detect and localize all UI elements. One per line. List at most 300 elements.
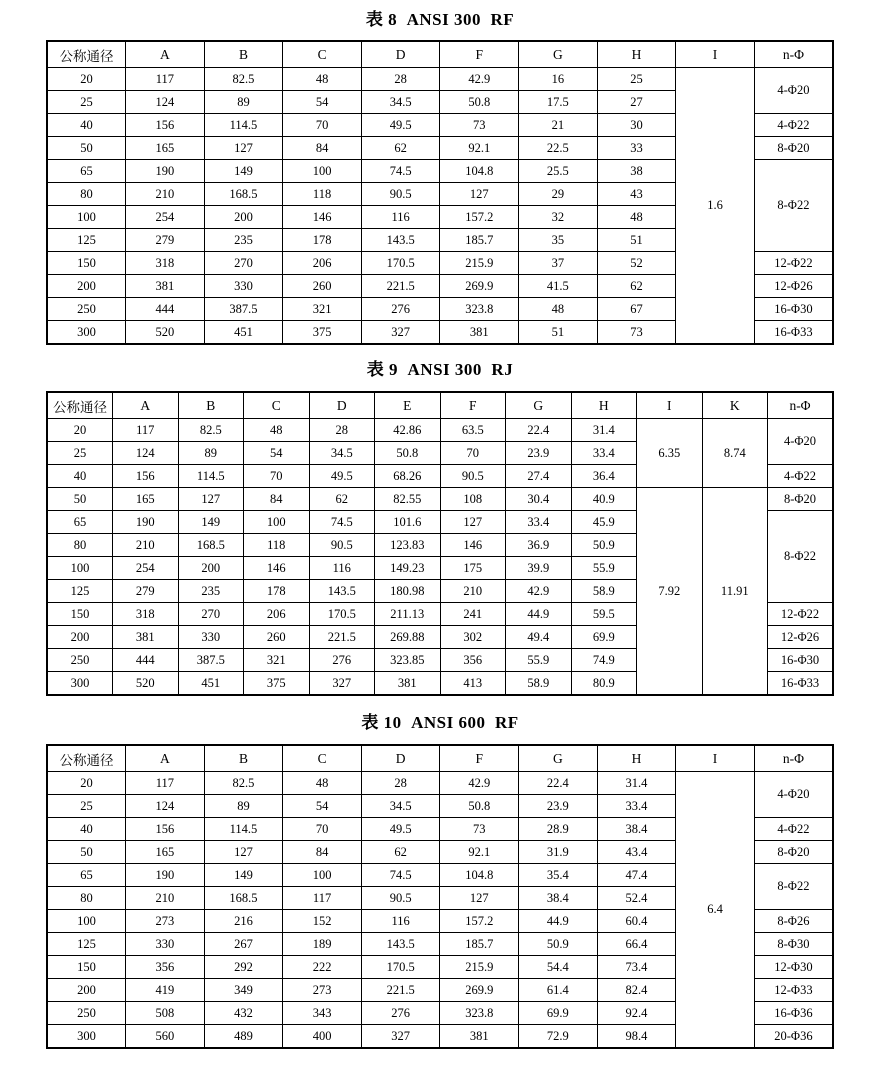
table-cell: 8-Φ20 xyxy=(768,488,834,511)
table-cell: 73.4 xyxy=(597,956,676,979)
table-cell: 330 xyxy=(126,933,205,956)
table-cell: 70 xyxy=(283,818,362,841)
table-cell: 63.5 xyxy=(440,419,506,442)
table-cell: 100 xyxy=(283,864,362,887)
table-cell: 323.85 xyxy=(375,649,441,672)
table-cell: 276 xyxy=(309,649,375,672)
table-cell: 104.8 xyxy=(440,864,519,887)
column-header: 公称通径 xyxy=(47,41,126,68)
table-cell: 43.4 xyxy=(597,841,676,864)
table-cell: 25 xyxy=(47,442,113,465)
table-cell: 82.5 xyxy=(204,772,283,795)
table-cell: 323.8 xyxy=(440,298,519,321)
column-header: D xyxy=(361,41,440,68)
table-cell: 49.5 xyxy=(309,465,375,488)
table-cell: 34.5 xyxy=(361,91,440,114)
table-cell: 190 xyxy=(126,864,205,887)
column-header: G xyxy=(519,41,598,68)
table-cell: 116 xyxy=(361,206,440,229)
header-row xyxy=(47,392,833,419)
table-cell: 70 xyxy=(283,114,362,137)
table-cell: 22.4 xyxy=(506,419,572,442)
table-cell: 84 xyxy=(283,841,362,864)
table-cell: 451 xyxy=(178,672,244,696)
table-row xyxy=(47,772,833,795)
table-cell: 52.4 xyxy=(597,887,676,910)
column-header: G xyxy=(519,745,598,772)
table-cell: 302 xyxy=(440,626,506,649)
table-cell: 49.4 xyxy=(506,626,572,649)
table-cell: 45.9 xyxy=(571,511,637,534)
table-cell: 118 xyxy=(244,534,310,557)
table-cell: 82.5 xyxy=(204,68,283,91)
table-cell: 124 xyxy=(113,442,179,465)
table-cell: 146 xyxy=(283,206,362,229)
table-cell: 381 xyxy=(126,275,205,298)
table-cell: 31.9 xyxy=(519,841,598,864)
table-cell: 33.4 xyxy=(597,795,676,818)
table-cell: 54.4 xyxy=(519,956,598,979)
table-cell: 200 xyxy=(47,626,113,649)
table-cell: 33 xyxy=(597,137,676,160)
table-cell: 178 xyxy=(244,580,310,603)
table-cell: 38 xyxy=(597,160,676,183)
table-cell: 270 xyxy=(204,252,283,275)
table-cell: 419 xyxy=(126,979,205,1002)
table-cell: 321 xyxy=(244,649,310,672)
table-cell: 40 xyxy=(47,818,126,841)
table-cell: 114.5 xyxy=(204,114,283,137)
table-cell: 55.9 xyxy=(571,557,637,580)
table-cell: 37 xyxy=(519,252,598,275)
table-cell: 125 xyxy=(47,580,113,603)
header-row xyxy=(47,745,833,772)
column-header: A xyxy=(113,392,179,419)
table9-title: 表 9 ANSI 300 RJ xyxy=(366,360,514,379)
column-header: H xyxy=(571,392,637,419)
table-cell: 20-Φ36 xyxy=(754,1025,833,1049)
table-cell: 8-Φ22 xyxy=(768,511,834,603)
table-cell: 22.4 xyxy=(519,772,598,795)
table-cell: 432 xyxy=(204,1002,283,1025)
table-cell: 300 xyxy=(47,321,126,345)
column-header: K xyxy=(702,392,768,419)
table-cell: 11.91 xyxy=(702,488,768,696)
table-cell: 216 xyxy=(204,910,283,933)
table-cell: 70 xyxy=(244,465,310,488)
table-cell: 50 xyxy=(47,841,126,864)
table-cell: 343 xyxy=(283,1002,362,1025)
table-cell: 215.9 xyxy=(440,252,519,275)
table-cell: 114.5 xyxy=(204,818,283,841)
table-cell: 222 xyxy=(283,956,362,979)
table-cell: 20 xyxy=(47,419,113,442)
table-cell: 156 xyxy=(126,114,205,137)
table-cell: 12-Φ30 xyxy=(754,956,833,979)
table-cell: 25 xyxy=(47,91,126,114)
table-cell: 52 xyxy=(597,252,676,275)
table-cell: 4-Φ20 xyxy=(754,68,833,114)
table-cell: 149 xyxy=(204,864,283,887)
table-cell: 17.5 xyxy=(519,91,598,114)
column-header: A xyxy=(126,41,205,68)
table-cell: 90.5 xyxy=(309,534,375,557)
column-header: 公称通径 xyxy=(47,392,113,419)
column-header: 公称通径 xyxy=(47,745,126,772)
column-header: C xyxy=(283,41,362,68)
table-cell: 42.9 xyxy=(506,580,572,603)
table-cell: 330 xyxy=(204,275,283,298)
table-cell: 100 xyxy=(47,557,113,580)
table8-title: 表 8 ANSI 300 RF xyxy=(365,10,515,29)
table-cell: 221.5 xyxy=(309,626,375,649)
table-cell: 206 xyxy=(283,252,362,275)
table-cell: 267 xyxy=(204,933,283,956)
column-header: C xyxy=(244,392,310,419)
table-cell: 100 xyxy=(283,160,362,183)
table-cell: 152 xyxy=(283,910,362,933)
table-cell: 67 xyxy=(597,298,676,321)
table-cell: 279 xyxy=(126,229,205,252)
table-cell: 12-Φ22 xyxy=(754,252,833,275)
table-cell: 23.9 xyxy=(519,795,598,818)
table-cell: 50.9 xyxy=(571,534,637,557)
table-row xyxy=(47,68,833,91)
table-cell: 8-Φ26 xyxy=(754,910,833,933)
table-cell: 16-Φ33 xyxy=(754,321,833,345)
table-cell: 200 xyxy=(47,979,126,1002)
table-cell: 27.4 xyxy=(506,465,572,488)
table-cell: 165 xyxy=(126,841,205,864)
table-cell: 51 xyxy=(597,229,676,252)
table-cell: 276 xyxy=(361,298,440,321)
table-cell: 73 xyxy=(440,114,519,137)
column-header: I xyxy=(676,745,755,772)
table-cell: 381 xyxy=(440,321,519,345)
table-cell: 387.5 xyxy=(204,298,283,321)
column-header: H xyxy=(597,41,676,68)
table-cell: 146 xyxy=(440,534,506,557)
table-cell: 146 xyxy=(244,557,310,580)
table-cell: 36.9 xyxy=(506,534,572,557)
column-header: n-Φ xyxy=(768,392,834,419)
table-cell: 42.86 xyxy=(375,419,441,442)
table-cell: 42.9 xyxy=(440,772,519,795)
table-cell: 74.9 xyxy=(571,649,637,672)
table-cell: 269.9 xyxy=(440,275,519,298)
table-cell: 100 xyxy=(47,910,126,933)
table-cell: 8-Φ20 xyxy=(754,841,833,864)
table-cell: 28 xyxy=(309,419,375,442)
table-cell: 100 xyxy=(244,511,310,534)
table-cell: 25 xyxy=(597,68,676,91)
column-header: F xyxy=(440,41,519,68)
table-cell: 356 xyxy=(126,956,205,979)
table-cell: 250 xyxy=(47,649,113,672)
table-cell: 157.2 xyxy=(440,910,519,933)
table-cell: 381 xyxy=(113,626,179,649)
table-cell: 170.5 xyxy=(309,603,375,626)
column-header: F xyxy=(440,392,506,419)
table-cell: 156 xyxy=(113,465,179,488)
table-cell: 92.4 xyxy=(597,1002,676,1025)
table-cell: 292 xyxy=(204,956,283,979)
table-row xyxy=(47,419,833,442)
table-cell: 165 xyxy=(113,488,179,511)
column-header: D xyxy=(309,392,375,419)
table-cell: 1.6 xyxy=(676,68,755,345)
table-cell: 300 xyxy=(47,1025,126,1049)
table-cell: 23.9 xyxy=(506,442,572,465)
table-ansi-300-rf xyxy=(46,40,834,345)
table-cell: 30 xyxy=(597,114,676,137)
table-cell: 28 xyxy=(361,68,440,91)
table-cell: 210 xyxy=(126,887,205,910)
table-cell: 273 xyxy=(283,979,362,1002)
table-cell: 25.5 xyxy=(519,160,598,183)
table-cell: 125 xyxy=(47,229,126,252)
table-cell: 62 xyxy=(309,488,375,511)
table-cell: 49.5 xyxy=(361,114,440,137)
table-cell: 33.4 xyxy=(506,511,572,534)
table-cell: 118 xyxy=(283,183,362,206)
table-cell: 444 xyxy=(113,649,179,672)
table-cell: 375 xyxy=(244,672,310,696)
table-cell: 165 xyxy=(126,137,205,160)
table-cell: 12-Φ26 xyxy=(768,626,834,649)
table-cell: 31.4 xyxy=(597,772,676,795)
table-cell: 65 xyxy=(47,160,126,183)
table-cell: 210 xyxy=(126,183,205,206)
column-header: n-Φ xyxy=(754,745,833,772)
table-cell: 90.5 xyxy=(361,183,440,206)
table-cell: 189 xyxy=(283,933,362,956)
table-cell: 104.8 xyxy=(440,160,519,183)
table-cell: 25 xyxy=(47,795,126,818)
table-cell: 254 xyxy=(113,557,179,580)
table-cell: 43 xyxy=(597,183,676,206)
column-header: I xyxy=(676,41,755,68)
table-cell: 12-Φ33 xyxy=(754,979,833,1002)
table-cell: 72.9 xyxy=(519,1025,598,1049)
table-cell: 127 xyxy=(440,511,506,534)
table-cell: 61.4 xyxy=(519,979,598,1002)
table-cell: 168.5 xyxy=(204,887,283,910)
table-cell: 40.9 xyxy=(571,488,637,511)
table-cell: 127 xyxy=(178,488,244,511)
table-cell: 273 xyxy=(126,910,205,933)
table-cell: 4-Φ20 xyxy=(754,772,833,818)
table-cell: 413 xyxy=(440,672,506,696)
column-header: E xyxy=(375,392,441,419)
table-cell: 54 xyxy=(244,442,310,465)
column-header: C xyxy=(283,745,362,772)
table-cell: 127 xyxy=(440,183,519,206)
table-cell: 156 xyxy=(126,818,205,841)
table-cell: 16-Φ36 xyxy=(754,1002,833,1025)
table-cell: 16 xyxy=(519,68,598,91)
table-cell: 323.8 xyxy=(440,1002,519,1025)
table-cell: 51 xyxy=(519,321,598,345)
table-cell: 69.9 xyxy=(519,1002,598,1025)
table-cell: 101.6 xyxy=(375,511,441,534)
table-cell: 520 xyxy=(126,321,205,345)
table-cell: 349 xyxy=(204,979,283,1002)
column-header: D xyxy=(361,745,440,772)
table-cell: 260 xyxy=(244,626,310,649)
table-cell: 28.9 xyxy=(519,818,598,841)
table-cell: 210 xyxy=(113,534,179,557)
table-cell: 250 xyxy=(47,1002,126,1025)
table-cell: 116 xyxy=(309,557,375,580)
table-cell: 215.9 xyxy=(440,956,519,979)
table-cell: 170.5 xyxy=(361,252,440,275)
table-cell: 124 xyxy=(126,91,205,114)
table-cell: 35 xyxy=(519,229,598,252)
table-cell: 59.5 xyxy=(571,603,637,626)
table-cell: 117 xyxy=(126,772,205,795)
table-cell: 98.4 xyxy=(597,1025,676,1049)
table-cell: 221.5 xyxy=(361,275,440,298)
table-cell: 44.9 xyxy=(519,910,598,933)
table-cell: 80 xyxy=(47,534,113,557)
table-cell: 40 xyxy=(47,114,126,137)
table-cell: 82.5 xyxy=(178,419,244,442)
table-cell: 211.13 xyxy=(375,603,441,626)
table-cell: 31.4 xyxy=(571,419,637,442)
table-cell: 235 xyxy=(178,580,244,603)
table-cell: 90.5 xyxy=(361,887,440,910)
table-cell: 27 xyxy=(597,91,676,114)
table-cell: 44.9 xyxy=(506,603,572,626)
table-cell: 12-Φ26 xyxy=(754,275,833,298)
table-cell: 73 xyxy=(440,818,519,841)
table-cell: 34.5 xyxy=(361,795,440,818)
table-cell: 124 xyxy=(126,795,205,818)
column-header: I xyxy=(637,392,703,419)
table-cell: 16-Φ30 xyxy=(768,649,834,672)
table-ansi-300-rj xyxy=(46,391,834,696)
table-cell: 20 xyxy=(47,68,126,91)
table-cell: 150 xyxy=(47,252,126,275)
table-cell: 48 xyxy=(519,298,598,321)
table-cell: 175 xyxy=(440,557,506,580)
table-cell: 260 xyxy=(283,275,362,298)
table-cell: 250 xyxy=(47,298,126,321)
table-cell: 22.5 xyxy=(519,137,598,160)
table-cell: 34.5 xyxy=(309,442,375,465)
table-cell: 62 xyxy=(361,841,440,864)
table-cell: 8-Φ30 xyxy=(754,933,833,956)
table-cell: 149.23 xyxy=(375,557,441,580)
table-row xyxy=(47,488,833,511)
table-cell: 48 xyxy=(244,419,310,442)
table-cell: 8-Φ22 xyxy=(754,864,833,910)
table-cell: 117 xyxy=(126,68,205,91)
table-cell: 127 xyxy=(440,887,519,910)
table-cell: 80 xyxy=(47,183,126,206)
table-cell: 235 xyxy=(204,229,283,252)
table-cell: 168.5 xyxy=(204,183,283,206)
table-cell: 6.35 xyxy=(637,419,703,488)
table-cell: 170.5 xyxy=(361,956,440,979)
table-cell: 4-Φ22 xyxy=(768,465,834,488)
table-cell: 89 xyxy=(204,795,283,818)
table-cell: 33.4 xyxy=(571,442,637,465)
table-cell: 127 xyxy=(204,841,283,864)
table-cell: 185.7 xyxy=(440,229,519,252)
table-cell: 560 xyxy=(126,1025,205,1049)
table-cell: 143.5 xyxy=(361,229,440,252)
table-cell: 92.1 xyxy=(440,841,519,864)
table-cell: 114.5 xyxy=(178,465,244,488)
table-cell: 58.9 xyxy=(571,580,637,603)
table-cell: 49.5 xyxy=(361,818,440,841)
table-cell: 4-Φ22 xyxy=(754,818,833,841)
column-header: H xyxy=(597,745,676,772)
table-cell: 149 xyxy=(178,511,244,534)
table-cell: 254 xyxy=(126,206,205,229)
table-cell: 54 xyxy=(283,795,362,818)
table-cell: 400 xyxy=(283,1025,362,1049)
table-cell: 190 xyxy=(113,511,179,534)
table-cell: 84 xyxy=(244,488,310,511)
table-cell: 300 xyxy=(47,672,113,696)
table-cell: 375 xyxy=(283,321,362,345)
table-cell: 117 xyxy=(283,887,362,910)
table-cell: 200 xyxy=(178,557,244,580)
table-cell: 123.83 xyxy=(375,534,441,557)
table-cell: 157.2 xyxy=(440,206,519,229)
table-cell: 28 xyxy=(361,772,440,795)
table-cell: 279 xyxy=(113,580,179,603)
table-cell: 508 xyxy=(126,1002,205,1025)
table-cell: 12-Φ22 xyxy=(768,603,834,626)
table-cell: 38.4 xyxy=(519,887,598,910)
table-cell: 100 xyxy=(47,206,126,229)
table-cell: 168.5 xyxy=(178,534,244,557)
table-cell: 82.55 xyxy=(375,488,441,511)
table-cell: 381 xyxy=(375,672,441,696)
table-cell: 47.4 xyxy=(597,864,676,887)
table-cell: 62 xyxy=(361,137,440,160)
column-header: B xyxy=(204,745,283,772)
table-cell: 330 xyxy=(178,626,244,649)
table-cell: 143.5 xyxy=(309,580,375,603)
table-cell: 65 xyxy=(47,864,126,887)
table-cell: 180.98 xyxy=(375,580,441,603)
table-cell: 6.4 xyxy=(676,772,755,1049)
table-cell: 50.9 xyxy=(519,933,598,956)
table-cell: 8-Φ22 xyxy=(754,160,833,252)
table-cell: 62 xyxy=(597,275,676,298)
table-cell: 318 xyxy=(126,252,205,275)
column-header: B xyxy=(204,41,283,68)
table-cell: 69.9 xyxy=(571,626,637,649)
table-cell: 60.4 xyxy=(597,910,676,933)
column-header: n-Φ xyxy=(754,41,833,68)
table-cell: 90.5 xyxy=(440,465,506,488)
table-cell: 327 xyxy=(361,1025,440,1049)
table-cell: 125 xyxy=(47,933,126,956)
table-cell: 30.4 xyxy=(506,488,572,511)
table-cell: 210 xyxy=(440,580,506,603)
column-header: A xyxy=(126,745,205,772)
table-cell: 269.9 xyxy=(440,979,519,1002)
table-cell: 89 xyxy=(178,442,244,465)
table-cell: 16-Φ30 xyxy=(754,298,833,321)
table-cell: 4-Φ22 xyxy=(754,114,833,137)
